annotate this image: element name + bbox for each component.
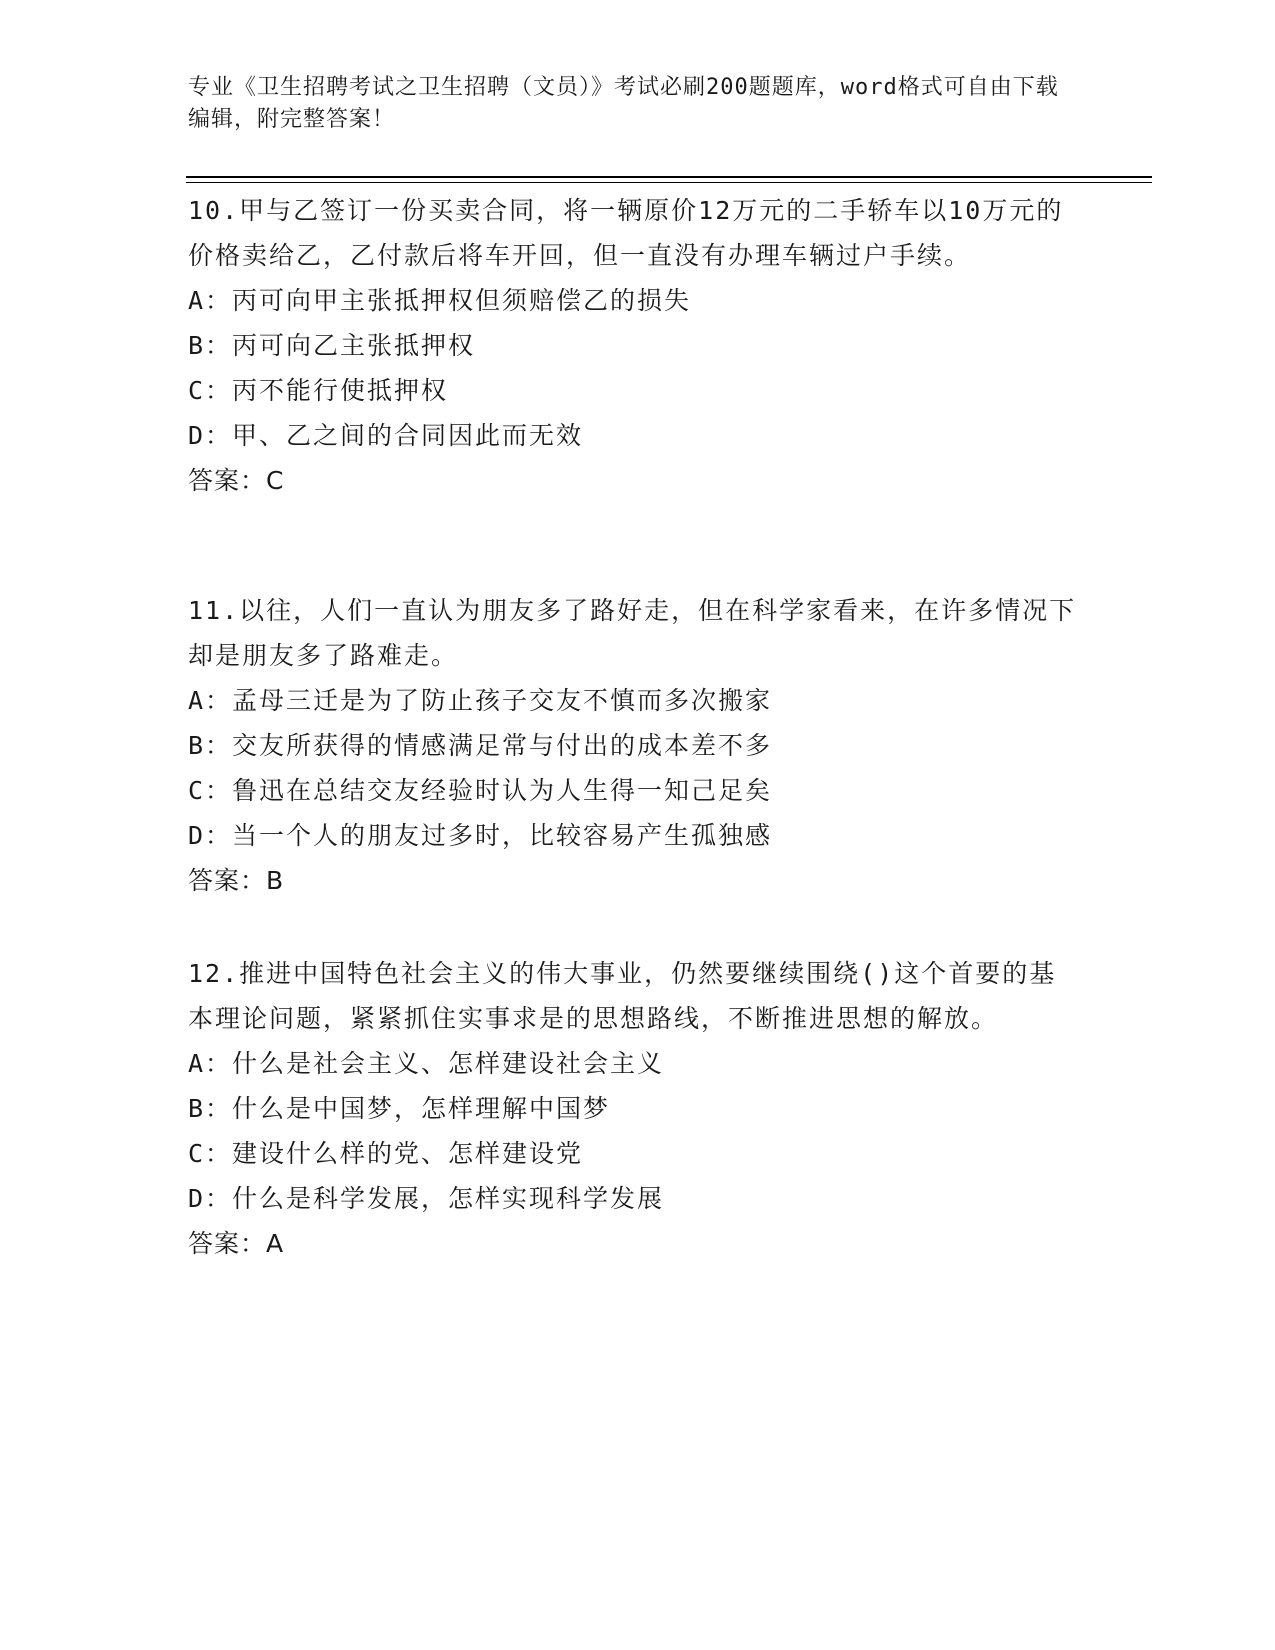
option-c: C：鲁迅在总结交友经验时认为人生得一知己足矣 xyxy=(188,776,773,805)
header-divider-thin xyxy=(186,182,1152,183)
option-b: B：交友所获得的情感满足常与付出的成本差不多 xyxy=(188,731,773,760)
page-header: 专业《卫生招聘考试之卫生招聘（文员）》考试必刷200题题库，word格式可自由下载编辑，附完整答案！ xyxy=(188,75,1059,132)
question-11 xyxy=(188,588,1078,903)
header-divider-thick xyxy=(186,176,1152,178)
question-stem: 10.甲与乙签订一份买卖合同，将一辆原价12万元的二手轿车以10万元的价格卖给乙，乙付款后将车开回，但一直没有办理车辆过户手续。 xyxy=(188,196,1064,270)
option-d: D：什么是科学发展，怎样实现科学发展 xyxy=(188,1184,665,1213)
option-c: C：丙不能行使抵押权 xyxy=(188,376,449,405)
answer: 答案：A xyxy=(188,1229,285,1258)
option-a: A：孟母三迁是为了防止孩子交友不慎而多次搬家 xyxy=(188,686,773,715)
question-10 xyxy=(188,188,1078,503)
option-c: C：建设什么样的党、怎样建设党 xyxy=(188,1139,584,1168)
option-a: A：丙可向甲主张抵押权但须赔偿乙的损失 xyxy=(188,286,692,315)
option-b: B：丙可向乙主张抵押权 xyxy=(188,331,476,360)
answer: 答案：B xyxy=(188,866,285,895)
option-a: A：什么是社会主义、怎样建设社会主义 xyxy=(188,1049,665,1078)
option-b: B：什么是中国梦，怎样理解中国梦 xyxy=(188,1094,611,1123)
option-d: D：甲、乙之间的合同因此而无效 xyxy=(188,421,584,450)
question-stem: 11.以往，人们一直认为朋友多了路好走，但在科学家看来，在许多情况下却是朋友多了路难走。 xyxy=(188,596,1077,670)
option-d: D：当一个人的朋友过多时，比较容易产生孤独感 xyxy=(188,821,773,850)
answer: 答案：C xyxy=(188,466,285,495)
question-stem: 12.推进中国特色社会主义的伟大事业，仍然要继续围绕()这个首要的基本理论问题，紧紧抓住实事求是的思想路线，不断推进思想的解放。 xyxy=(188,959,1057,1033)
question-12 xyxy=(188,951,1078,1266)
